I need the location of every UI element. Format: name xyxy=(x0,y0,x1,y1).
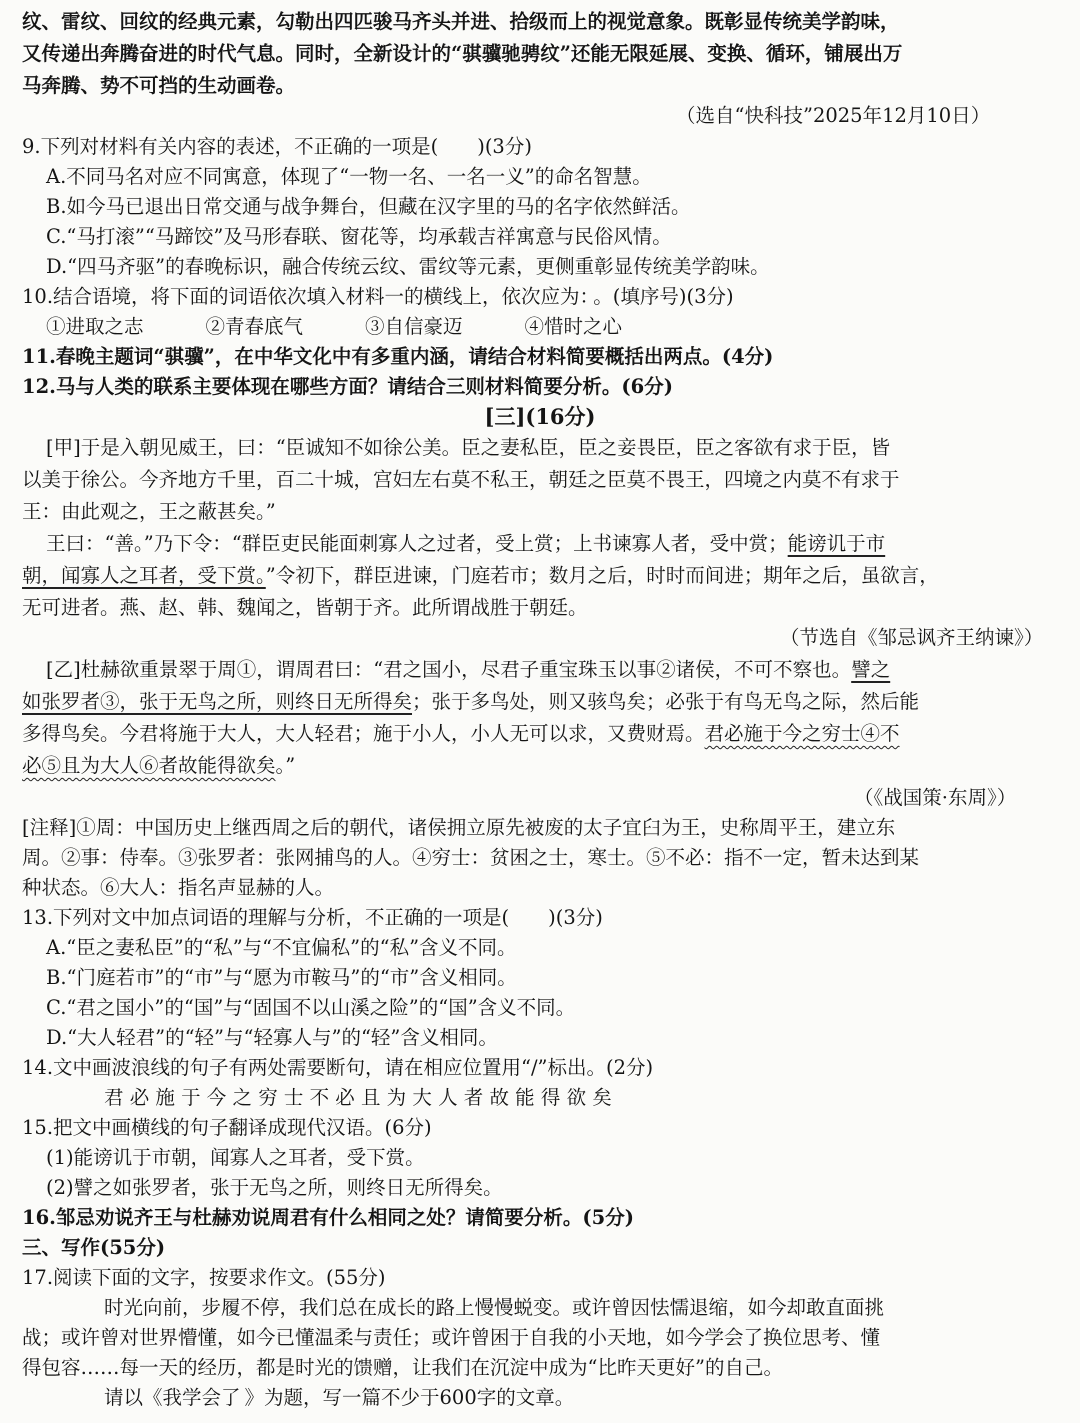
underlined-sentence: 能谤讥于市 xyxy=(787,532,886,555)
question-10-stem-suffix: 。(填序号)(3分) xyxy=(593,285,734,308)
passage-jia-line xyxy=(22,560,939,591)
passage-jia-source: （节选自《邹忌讽齐王纳谏》） xyxy=(780,626,1044,649)
passage-text: ；张于多鸟处，则又骇鸟矣；必张于有鸟无鸟之际，然后能 xyxy=(412,690,920,713)
passage-jia-line: [甲]于是入朝见威王，曰：“臣诚知不如徐公美。臣之妻私臣，臣之妾畏臣，臣之客欲有求于臣，皆 xyxy=(46,436,891,459)
material-source: （选自“快科技”2025年12月10日） xyxy=(676,104,991,127)
section-heading: [三](16分) xyxy=(484,404,596,429)
question-11: 11.春晚主题词“骐骥”，在中华文化中有多重内涵，请结合材料简要概括出两点。(4分) xyxy=(22,345,774,368)
notes-line: 种状态。⑥大人：指名声显赫的人。 xyxy=(22,876,335,899)
question-14-sentence: 君 必 施 于 今 之 穷 士 不 必 且 为 大 人 者 故 能 得 欲 矣 xyxy=(104,1086,612,1109)
question-10-stem-text: 10.结合语境，将下面的词语依次填入材料一的横线上，依次应为： xyxy=(22,285,590,308)
writing-title-suffix: 》为题，写一篇不少于600字的文章。 xyxy=(244,1386,575,1409)
passage-yi-line xyxy=(46,654,890,685)
passage-jia-line: 以美于徐公。今齐地方千里，百二十城，宫妇左右莫不私王，朝廷之臣莫不畏王，四境之内莫不有求于 xyxy=(22,468,900,491)
question-13-option-b: B.“门庭若市”的“市”与“愿为市鞍马”的“市”含义相同。 xyxy=(46,966,517,989)
passage-jia-line xyxy=(46,528,885,559)
question-10-options xyxy=(46,311,622,342)
passage-text: 多得鸟矣。今君将施于大人，大人轻君；施于小人，小人无可以求，又费财焉。 xyxy=(22,722,705,745)
notes-line: 周。②事：侍奉。③张罗者：张网捕鸟的人。④穷士：贫困之士，寒士。⑤不必：指不一定，暂未达到某 xyxy=(22,846,920,869)
wavy-underlined-sentence: 君必施于今之穷士④不 xyxy=(704,722,900,745)
passage-text: ”令初下，群臣进谏，门庭若市；数月之后，时时而间进；期年之后，虽欲言， xyxy=(265,564,939,587)
passage-yi-line xyxy=(22,750,295,781)
writing-title-line xyxy=(104,1382,574,1416)
question-17-stem: 17.阅读下面的文字，按要求作文。(55分) xyxy=(22,1266,386,1289)
option-item: ③自信豪迈 xyxy=(365,315,463,338)
question-9-option-b: B.如今马已退出日常交通与战争舞台，但藏在汉字里的马的名字依然鲜活。 xyxy=(46,195,691,218)
passage-text: [乙]杜赫欲重景翠于周①，谓周君曰：“君之国小，尽君子重宝珠玉以事②诸侯，不可不察也。 xyxy=(46,658,852,681)
question-9-option-c: C.“马打滚”“马蹄饺”及马形春联、窗花等，均承载吉祥寓意与民俗风情。 xyxy=(46,225,672,248)
writing-prompt-line: 战；或许曾对世界懵懂，如今已懂温柔与责任；或许曾困于自我的小天地，如今学会了换位思考、懂 xyxy=(22,1326,881,1349)
passage-text: 王曰：“善。”乃下令：“群臣吏民能面刺寡人之过者，受上赏；上书谏寡人者，受中赏； xyxy=(46,532,788,555)
question-13-option-d: D.“大人轻君”的“轻”与“轻寡人与”的“轻”含义相同。 xyxy=(46,1026,498,1049)
option-item: ④惜时之心 xyxy=(524,315,623,338)
question-9-stem: 9.下列对材料有关内容的表述，不正确的一项是( )(3分) xyxy=(22,135,532,158)
writing-section-heading: 三、写作(55分) xyxy=(22,1236,166,1259)
question-9-option-d: D.“四马齐驱”的春晚标识，融合传统云纹、雷纹等元素，更侧重彰显传统美学韵味。 xyxy=(46,255,770,278)
question-15-item-1: (1)能谤讥于市朝，闻寡人之耳者，受下赏。 xyxy=(46,1146,425,1169)
question-12: 12.马与人类的联系主要体现在哪些方面？请结合三则材料简要分析。(6分) xyxy=(22,375,673,398)
writing-title-text: 请以《我学会了 xyxy=(104,1386,241,1409)
writing-prompt-line: 时光向前，步履不停，我们总在成长的路上慢慢蜕变。或许曾因怯懦退缩，如今却敢直面挑 xyxy=(104,1296,885,1319)
option-item: ①进取之志 xyxy=(46,315,144,338)
material-text-line: 马奔腾、势不可挡的生动画卷。 xyxy=(22,74,296,97)
question-13-stem: 13.下列对文中加点词语的理解与分析，不正确的一项是( )(3分) xyxy=(22,906,603,929)
question-14-stem: 14.文中画波浪线的句子有两处需要断句，请在相应位置用“/”标出。(2分) xyxy=(22,1056,654,1079)
underlined-sentence: 如张罗者③，张于无鸟之所，则终日无所得矣 xyxy=(22,690,413,713)
question-13-option-a: A.“臣之妻私臣”的“私”与“不宜偏私”的“私”含义不同。 xyxy=(46,936,517,959)
question-15-stem: 15.把文中画横线的句子翻译成现代汉语。(6分) xyxy=(22,1116,432,1139)
writing-prompt-line: 得包容……每一天的经历，都是时光的馈赠，让我们在沉淀中成为“比昨天更好”的自己。 xyxy=(22,1356,783,1379)
passage-text: 。” xyxy=(275,754,296,777)
wavy-underlined-sentence: 必⑤且为大人⑥者故能得欲矣 xyxy=(22,754,276,777)
passage-jia-line: 无可进者。燕、赵、韩、魏闻之，皆朝于齐。此所谓战胜于朝廷。 xyxy=(22,596,588,619)
option-item: ②青春底气 xyxy=(205,315,304,338)
passage-yi-line xyxy=(22,718,900,749)
passage-yi-line xyxy=(22,686,919,717)
material-text-line: 又传递出奔腾奋进的时代气息。同时，全新设计的“骐骥驰骋纹”还能无限延展、变换、循环，铺展出万 xyxy=(22,42,903,65)
passage-jia-line: 王：由此观之，王之蔽甚矣。” xyxy=(22,500,276,523)
question-13-option-c: C.“君之国小”的“国”与“固国不以山溪之险”的“国”含义不同。 xyxy=(46,996,576,1019)
question-9-option-a: A.不同马名对应不同寓意，体现了“一物一名、一名一义”的命名智慧。 xyxy=(46,165,652,188)
question-16: 16.邹忌劝说齐王与杜赫劝说周君有什么相同之处？请简要分析。(5分) xyxy=(22,1206,634,1229)
material-text-line: 纹、雷纹、回纹的经典元素，勾勒出四匹骏马齐头并进、拾级而上的视觉意象。既彰显传统美学韵味， xyxy=(22,10,900,33)
underlined-sentence: 譬之 xyxy=(851,658,891,681)
question-15-item-2: (2)譬之如张罗者，张于无鸟之所，则终日无所得矣。 xyxy=(46,1176,503,1199)
underlined-sentence: 朝，闻寡人之耳者，受下赏。 xyxy=(22,564,266,587)
notes-line: [注释]①周：中国历史上继西周之后的朝代，诸侯拥立原先被废的太子宜臼为王，史称周平王，建立东 xyxy=(22,816,896,839)
passage-yi-source: （《战国策·东周》） xyxy=(854,786,1017,809)
